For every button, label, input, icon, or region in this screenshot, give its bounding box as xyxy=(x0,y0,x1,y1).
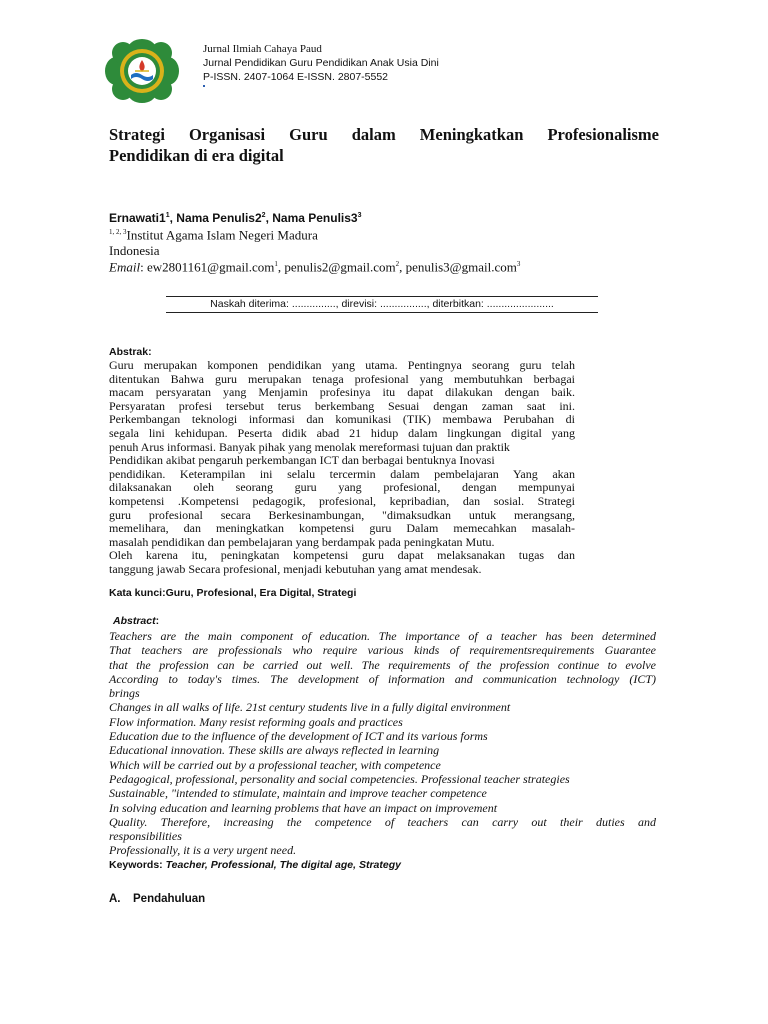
journal-subtitle: Jurnal Pendidikan Guru Pendidikan Anak Usia Dini xyxy=(203,57,439,69)
abstract-heading xyxy=(113,614,159,628)
author-2-sup: 2 xyxy=(261,212,266,219)
abstract-line: That teachers are professionals who require various kinds of requirementsrequirements Guarantee xyxy=(109,643,656,658)
author-2: Nama Penulis2 xyxy=(176,211,262,225)
abstract-line: Which will be carried out by a professional teacher, with competence xyxy=(109,757,441,772)
author-3-sup: 3 xyxy=(357,212,362,219)
abstrak-line: memelihara, dan meningkatkan kompetensi guru Dalam memecahkan masalah- xyxy=(109,521,575,536)
keywords-value: Teacher, Professional, The digital age, Strategy xyxy=(165,859,401,871)
keywords xyxy=(109,858,401,872)
abstrak-body xyxy=(109,359,575,577)
kata-kunci: Kata kunci:Guru, Profesional, Era Digital, Strategi xyxy=(109,587,357,599)
paper-title-line1: Strategi Organisasi Guru dalam Meningkatkan Profesionalisme xyxy=(109,125,659,144)
abstract-line: that the profession can be carried out well. The requirements of the profession continue to evolve xyxy=(109,657,656,672)
email-1: ew2801161@gmail.com xyxy=(146,259,275,275)
abstract-body xyxy=(109,629,656,858)
abstrak-line: Perkembangan teknologi informasi dan komunikasi (TIK) membawa Perubahan di xyxy=(109,412,575,427)
abstrak-line: tanggung jawab Secara profesional, menjadi kebutuhan yang amat mendesak. xyxy=(109,561,482,576)
section-heading xyxy=(109,891,205,907)
abstract-line: Education due to the influence of the development of ICT and its various forms xyxy=(109,729,488,744)
abstrak-line: Oleh karena itu, peningkatan kompetensi guru dapat melaksanakan tugas dan xyxy=(109,548,575,563)
abstract-line: brings xyxy=(109,686,140,701)
email-line: Email: ew2801161@gmail.com$^1$, penulis2@gmail.com$^2$, penulis3@gmail.com$^3$ xyxy=(109,259,521,275)
affiliation xyxy=(109,224,318,259)
abstrak-line: Guru merupakan komponen pendidikan yang utama. Pentingnya seorang guru telah xyxy=(109,358,575,372)
email-3-sup: 3 xyxy=(516,260,521,268)
email-2: penulis2@gmail.com xyxy=(284,259,396,275)
abstract-heading-colon: : xyxy=(155,615,160,627)
author-3: Nama Penulis3 xyxy=(272,211,358,225)
abstract-line: Flow information. Many resist reforming goals and practices xyxy=(109,714,403,729)
abstract-line: According to today's times. The development of information and communication technology (ICT) xyxy=(109,671,656,686)
header-dot xyxy=(203,85,205,87)
journal-issn: P-ISSN. 2407-1064 E-ISSN. 2807-5552 xyxy=(203,71,389,83)
abstrak-heading: Abstrak: xyxy=(109,346,152,358)
email-label: Email xyxy=(109,259,141,275)
email-1-sup: 1 xyxy=(274,260,278,268)
abstrak-line: segala lini kehidupan. Peserta didik abad 21 hidup dalam lingkungan digital yang xyxy=(109,425,575,440)
keywords-label: Keywords: xyxy=(109,859,163,871)
abstrak-line: pendidikan. Keterampilan ini selalu tercermin dalam pembelajaran Yang akan xyxy=(109,466,575,481)
abstrak-line: masalah pendidikan dan pembelajaran yang berdampak pada peningkatan Mutu. xyxy=(109,534,495,549)
journal-header xyxy=(203,42,439,84)
author-list: $Ernawati1^1$, Nama $Penulis2^2$, Nama $Penulis3^3$ xyxy=(109,211,362,225)
abstract-heading-text: Abstract xyxy=(113,615,156,627)
paper-title-line2: Pendidikan di era digital xyxy=(109,146,284,165)
abstrak-line: dilaksanakan oleh seorang guru yang profesional, dengan mempunyai xyxy=(109,480,575,495)
abstract-line: responsibilities xyxy=(109,829,182,844)
abstrak-line: guru profesional secara Berkesinambungan, "dimaksudkan untuk merangsang, xyxy=(109,507,575,522)
affiliation-sup: 1, 2, 3 xyxy=(109,228,127,236)
abstrak-line: Pendidikan akibat pengaruh perkembangan ICT dan berbagai bentuknya Inovasi xyxy=(109,453,495,468)
section-title: Pendahuluan xyxy=(133,893,206,905)
affiliation-country: Indonesia xyxy=(109,243,160,259)
author-1: Ernawati1 xyxy=(109,211,166,225)
abstrak-line: kompetensi .Kompetensi pedagogik, profesional, kepribadian, dan sosial. Strategi xyxy=(109,493,575,508)
abstract-line: In solving education and learning problems that have an impact on improvement xyxy=(109,800,498,815)
abstract-line: Pedagogical, professional, personality and social competencies. Professional teacher strategies xyxy=(109,771,570,786)
abstrak-line: Persyaratan profesi tersebut terus berkembang Sesuai dengan zaman saat ini. xyxy=(109,398,575,413)
email-2-sup: 2 xyxy=(395,260,400,268)
abstract-line: Educational innovation. These skills are always reflected in learning xyxy=(109,743,440,758)
received-dates: Naskah diterima: ..............., direvisi: ................, diterbitkan: ....................... xyxy=(210,298,554,310)
university-logo xyxy=(104,38,180,104)
abstract-line: Sustainable, "intended to stimulate, maintain and improve teacher competence xyxy=(109,786,487,801)
abstrak-line: macam persyaratan yang Menjamin profesinya itu dapat dilakukan dengan baik. xyxy=(109,385,575,400)
email-3: penulis3@gmail.com xyxy=(405,259,517,275)
received-rule-bottom xyxy=(166,312,598,313)
author-1-sup: 1 xyxy=(165,212,170,219)
section-letter: A. xyxy=(109,893,121,905)
affiliation-name: Institut Agama Islam Negeri Madura xyxy=(126,227,318,243)
abstract-line: Professionally, it is a very urgent need. xyxy=(109,843,297,858)
abstract-line: Changes in all walks of life. 21st century students live in a fully digital environment xyxy=(109,700,511,715)
abstrak-line: penuh Arus informasi. Banyak pihak yang menolak mereformasi tujuan dan praktik xyxy=(109,439,510,454)
abstract-line: Teachers are the main component of education. The importance of a teacher has been determined xyxy=(109,629,656,643)
journal-name: Jurnal Ilmiah Cahaya Paud xyxy=(203,43,322,55)
paper-title xyxy=(109,124,659,166)
abstrak-line: ditentukan Bahwa guru merupakan tenaga profesional yang membutuhkan berbagai xyxy=(109,371,575,386)
abstract-line: Quality. Therefore, increasing the competence of teachers can carry out their duties and xyxy=(109,814,656,829)
